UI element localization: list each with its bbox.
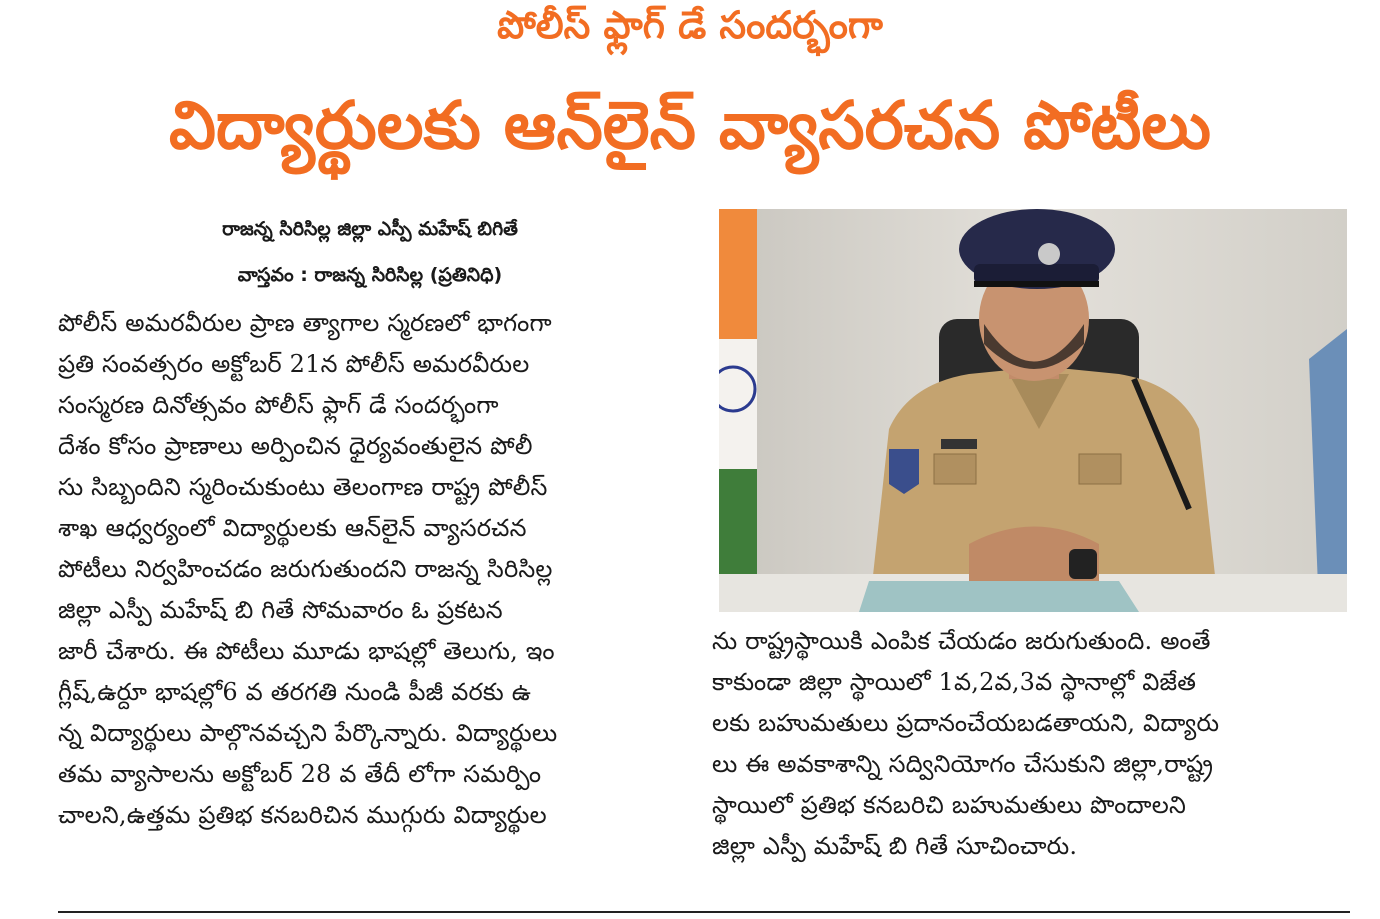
headline: విద్యార్థులకు ఆన్‌లైన్ వ్యాసరచన పోటీలు — [168, 87, 1212, 164]
text-line: కాకుండా జిల్లా స్థాయిలో 1వ,2వ,3వ స్థానాల్లో విజేత — [712, 668, 1197, 696]
text-line: సంస్మరణ దినోత్సవం పోలీస్ ఫ్లాగ్ డే సందర్భంగా — [58, 391, 499, 419]
text-line: దేశం కోసం ప్రాణాలు అర్పించిన ధైర్యవంతులైన పోలీ — [58, 432, 533, 460]
text-line: శాఖ ఆధ్వర్యంలో విద్యార్థులకు ఆన్‌లైన్ వ్యాసరచన — [58, 514, 527, 542]
text-line: జిల్లా ఎస్పీ మహేష్ బి గితే సోమవారం ఓ ప్రకటన — [58, 596, 503, 624]
text-line: ను రాష్ట్రస్థాయికి ఎంపిక చేయడం జరుగుతుంది. అంతే — [712, 627, 1211, 655]
article-column-left — [58, 303, 688, 836]
text-line: న్న విద్యార్థులు పాల్గొనవచ్చని పేర్కొన్నారు. విద్యార్థులు — [58, 719, 558, 747]
text-line: గ్లీష్,ఉర్దూ భాషల్లో6 వ తరగతి నుండి పీజీ వరకు ఉ — [58, 678, 532, 706]
byline-dateline: వాస్తవం : రాజన్న సిరిసిల్ల (ప్రతినిధి) — [237, 264, 503, 286]
text-line: పోలీస్ అమరవీరుల ప్రాణ త్యాగాల స్మరణలో భాగంగా — [58, 309, 552, 337]
bottom-rule — [58, 911, 1350, 913]
text-line: లకు బహుమతులు ప్రదానంచేయబడతాయని, విద్యారు — [712, 709, 1220, 737]
text-line: జారీ చేశారు. ఈ పోటీలు మూడు భాషల్లో తెలుగు, ఇం — [58, 637, 555, 665]
text-line: సు సిబ్బందిని స్మరించుకుంటు తెలంగాణ రాష్ట్ర పోలీస్ — [58, 473, 548, 501]
text-line: తమ వ్యాసాలను అక్టోబర్ 28 వ తేదీ లోగా సమర్పిం — [58, 760, 542, 788]
text-line: లు ఈ అవకాశాన్ని సద్వినియోగం చేసుకుని జిల్లా,రాష్ట్ర — [712, 750, 1214, 778]
byline-author: రాజన్న సిరిసిల్ల జిల్లా ఎస్పీ మహేష్ బిగితే — [222, 218, 518, 240]
text-line: జిల్లా ఎస్పీ మహేష్ బి గితే సూచించారు. — [712, 832, 1078, 860]
officer-photo — [719, 209, 1347, 612]
article-column-right — [712, 621, 1347, 867]
kicker-heading: పోలీస్ ఫ్లాగ్ డే సందర్భంగా — [497, 3, 883, 47]
text-line: ప్రతి సంవత్సరం అక్టోబర్ 21న పోలీస్ అమరవీరుల — [58, 350, 530, 378]
text-line: పోటీలు నిర్వహించడం జరుగుతుందని రాజన్న సిరిసిల్ల — [58, 555, 553, 583]
text-line: స్థాయిలో ప్రతిభ కనబరిచి బహుమతులు పొందాలని — [712, 791, 1186, 819]
text-line: చాలని,ఉత్తమ ప్రతిభ కనబరిచిన ముగ్గురు విద్యార్థుల — [58, 801, 547, 829]
